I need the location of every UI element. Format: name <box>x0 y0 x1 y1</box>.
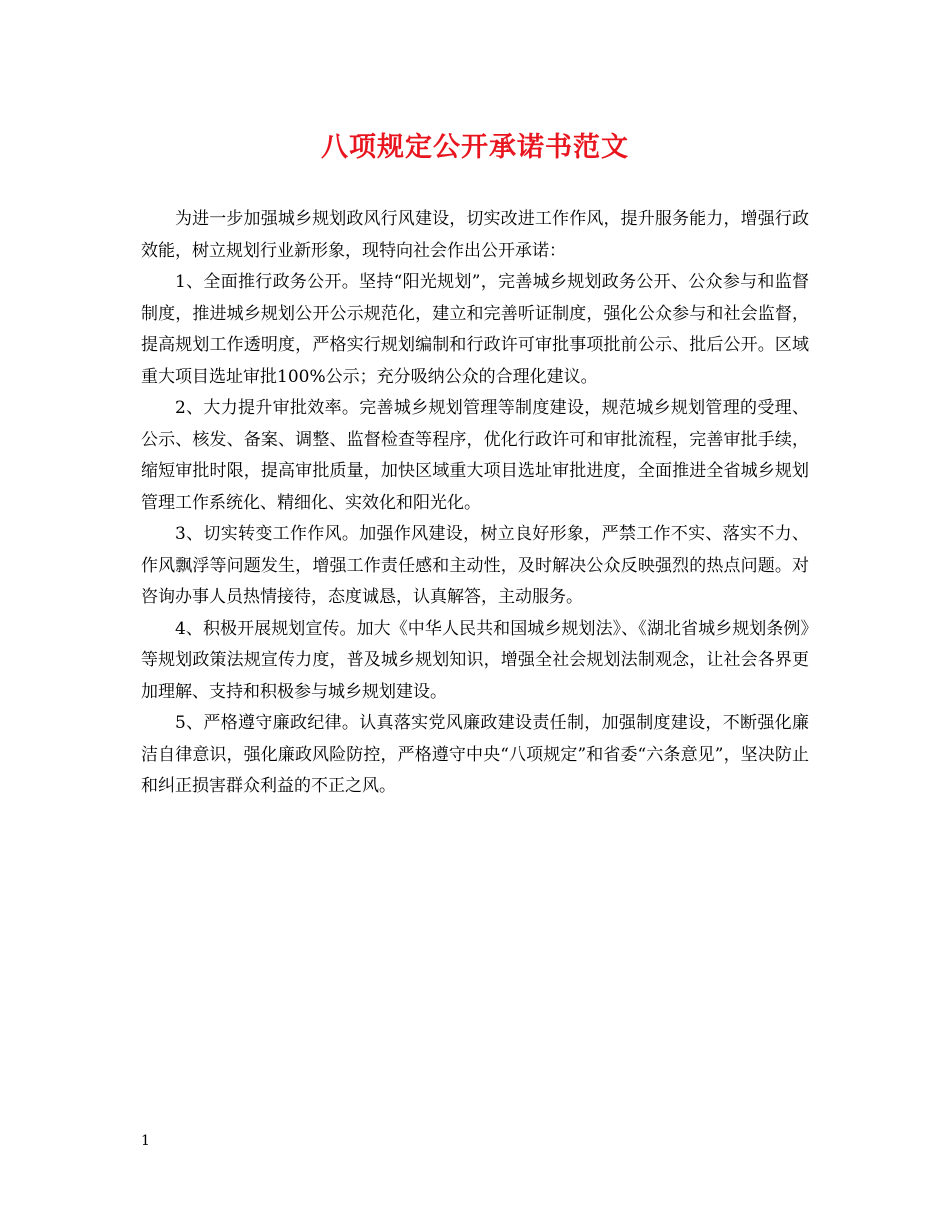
document-title: 八项规定公开承诺书范文 <box>321 132 629 163</box>
commitment-paragraph-2: 2、大力提升审批效率。完善城乡规划管理等制度建设，规范城乡规划管理的受理、公示、核发、备案、调整、监督检查等程序，优化行政许可和审批流程，完善审批手续，缩短审批时限，提高审批质量，加快区域重大项目选址审批进度，全面推进全省城乡规划管理工作系统化、精细化、实效化和阳光化。 <box>141 398 809 513</box>
commitment-paragraph-1: 1、全面推行政务公开。坚持“阳光规划”，完善城乡规划政务公开、公众参与和监督制度，推进城乡规划公开公示规范化，建立和完善听证制度，强化公众参与和社会监督，提高规划工作透明度，严格实行规划编制和行政许可审批事项批前公示、批后公开。区域重大项目选址审批100%公示；充分吸纳公众的合理化建议。 <box>141 272 809 387</box>
commitment-paragraph-5: 5、严格遵守廉政纪律。认真落实党风廉政建设责任制，加强制度建设，不断强化廉洁自律意识，强化廉政风险防控，严格遵守中央“八项规定”和省委“六条意见”，坚决防止和纠正损害群众利益的不正之风。 <box>141 713 809 796</box>
commitment-paragraph-4: 4、积极开展规划宣传。加大《中华人民共和国城乡规划法》、《湖北省城乡规划条例》等规划政策法规宣传力度，普及城乡规划知识，增强全社会规划法制观念，让社会各界更加理解、支持和积极参与城乡规划建设。 <box>141 618 809 702</box>
intro-paragraph: 为进一步加强城乡规划政风行风建设，切实改进工作作风，提升服务能力，增强行政效能，树立规划行业新形象，现特向社会作出公开承诺： <box>141 209 809 261</box>
page-number: 1 <box>141 1133 150 1149</box>
commitment-paragraph-3: 3、切实转变工作作风。加强作风建设，树立良好形象，严禁工作不实、落实不力、作风飘浮等问题发生，增强工作责任感和主动性，及时解决公众反映强烈的热点问题。对咨询办事人员热情接待，态度诚恳，认真解答，主动服务。 <box>141 524 809 607</box>
document-body <box>141 204 809 803</box>
